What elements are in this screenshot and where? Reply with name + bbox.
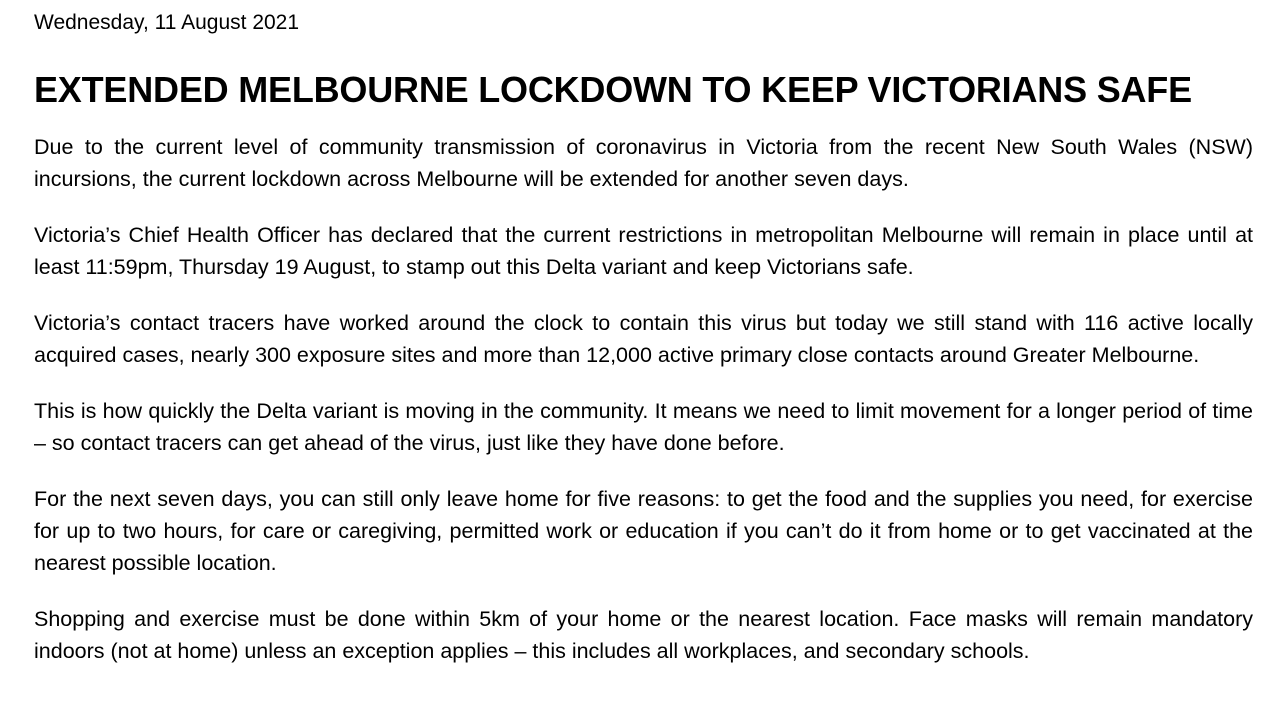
body-paragraph-3: Victoria’s contact tracers have worked around the clock to contain this virus but today we still stand with 116 active locally acquired cases, nearly 300 exposure sites and more than 12,000 active primary close contacts around Greater Melbourne.	[34, 311, 1253, 367]
body-paragraph-4: This is how quickly the Delta variant is moving in the community. It means we need to limit movement for a longer period of time – so contact tracers can get ahead of the virus, just like they have done before.	[34, 399, 1253, 455]
release-title: EXTENDED MELBOURNE LOCKDOWN TO KEEP VICTORIANS SAFE	[34, 69, 1192, 110]
body-paragraph-2: Victoria’s Chief Health Officer has declared that the current restrictions in metropolitan Melbourne will remain in place until at least 11:59pm, Thursday 19 August, to stamp out this Delta variant and keep Victorians safe.	[34, 223, 1253, 279]
body-paragraph-1: Due to the current level of community transmission of coronavirus in Victoria from the recent New South Wales (NSW) incursions, the current lockdown across Melbourne will be extended for another seven days.	[34, 135, 1253, 191]
release-date: Wednesday, 11 August 2021	[34, 11, 300, 34]
body-paragraph-5: For the next seven days, you can still only leave home for five reasons: to get the food and the supplies you need, for exercise for up to two hours, for care or caregiving, permitted work or education if you can’t do it from home or to get vaccinated at the nearest possible location.	[34, 487, 1253, 575]
media-release-document	[34, 0, 1253, 667]
body-paragraph-6: Shopping and exercise must be done within 5km of your home or the nearest location. Face masks will remain mandatory indoors (not at home) unless an exception applies – this includes all workplaces, and secondary schools.	[34, 607, 1253, 663]
